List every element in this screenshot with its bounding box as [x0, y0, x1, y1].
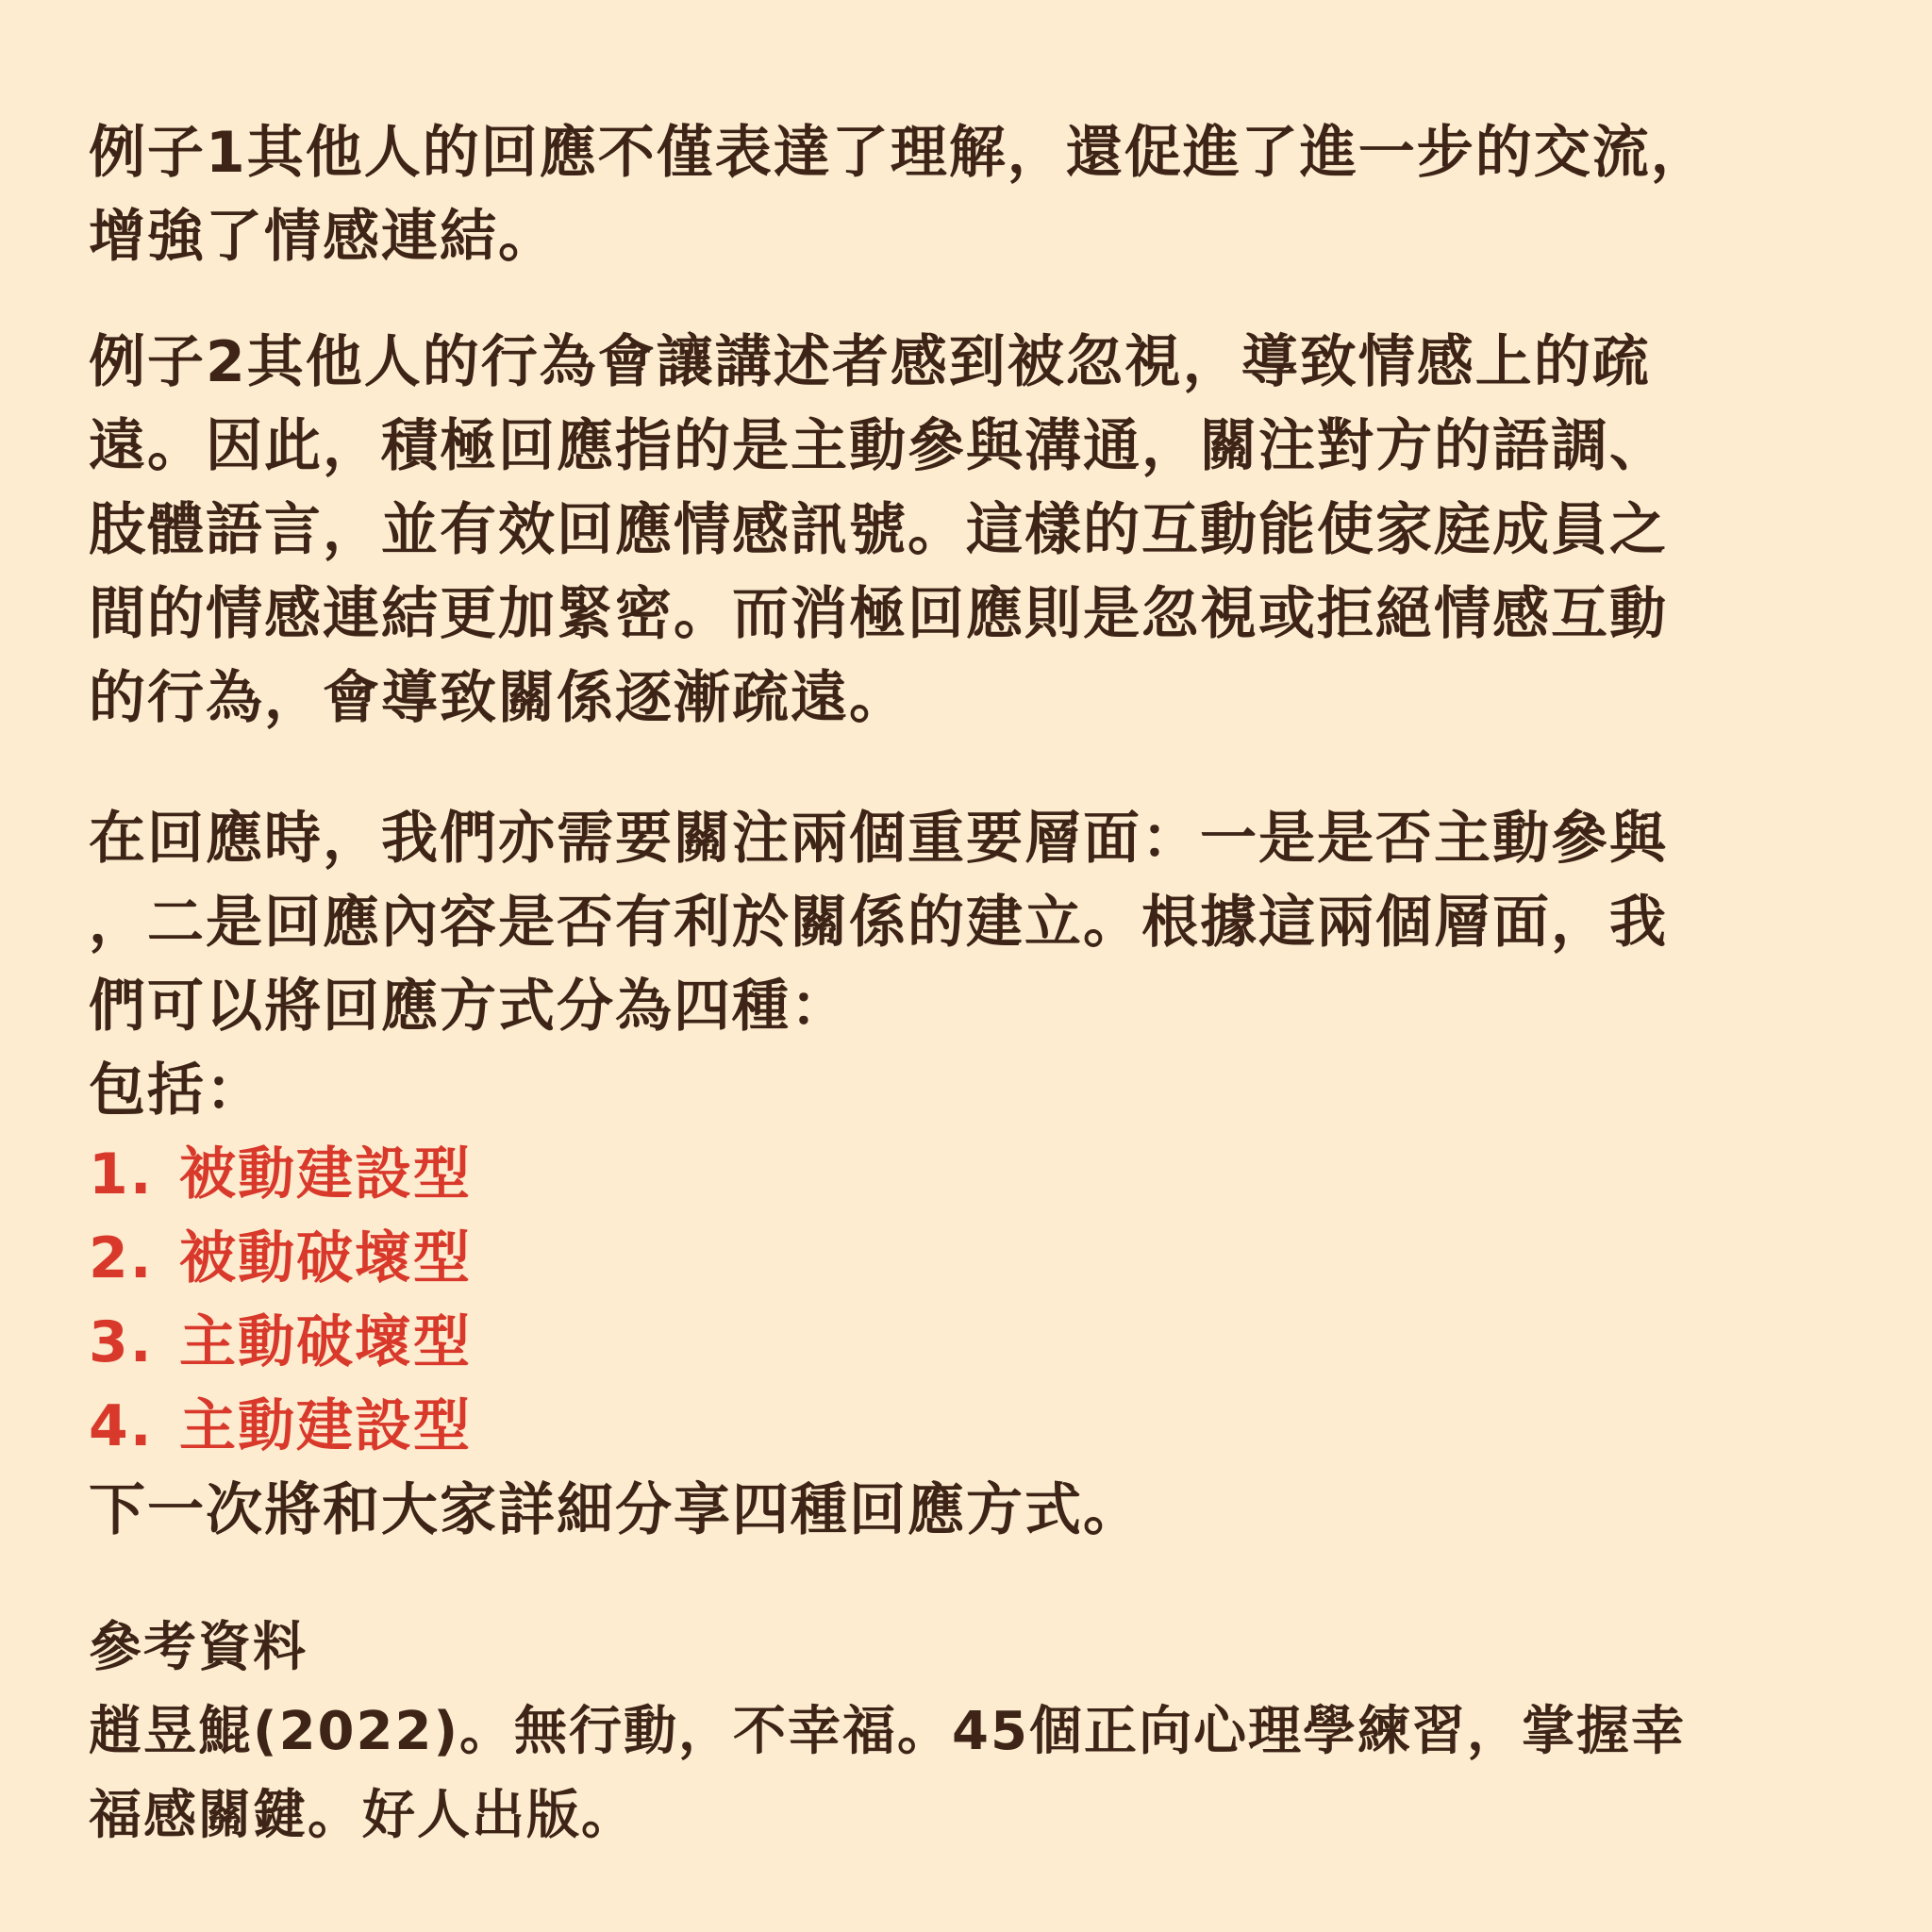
example-2-line-1: 例子2其他人的行為會讓講述者感到被忽視，導致情感上的疏: [89, 329, 1651, 395]
aspects-paragraph: [89, 797, 1875, 1133]
reference-line-1: 趙昱鯤(2022)。無行動，不幸福。45個正向心理學練習，掌握幸: [89, 1701, 1686, 1762]
references-heading: 參考資料: [89, 1617, 308, 1678]
list-item-label: 主動破壞型: [179, 1309, 472, 1375]
list-item: [89, 1133, 1875, 1217]
references-section: [89, 1606, 1875, 1857]
example-2-paragraph: [89, 321, 1875, 741]
list-item: [89, 1385, 1875, 1469]
example-2-line-2: 遠。因此，積極回應指的是主動參與溝通，關注對方的語調、: [89, 413, 1668, 479]
closing-line: 下一次將和大家詳細分享四種回應方式。: [89, 1477, 1141, 1543]
list-item-number: 4.: [89, 1393, 154, 1459]
aspects-line-4: 包括：: [89, 1058, 264, 1124]
example-2-line-5: 的行為，會導致關係逐漸疏遠。: [89, 665, 908, 731]
example-2-line-3: 肢體語言，並有效回應情感訊號。這樣的互動能使家庭成員之: [89, 497, 1668, 563]
list-item: [89, 1301, 1875, 1385]
list-item: [89, 1217, 1875, 1301]
list-item-label: 被動破壞型: [179, 1225, 472, 1291]
aspects-line-1: 在回應時，我們亦需要關注兩個重要層面：一是是否主動參與: [89, 806, 1668, 872]
list-item-label: 主動建設型: [179, 1393, 472, 1459]
example-1-line-1: 例子1其他人的回應不僅表達了理解，還促進了進一步的交流，: [89, 120, 1709, 186]
example-1-line-2: 增強了情感連結。: [89, 204, 557, 270]
reference-line-2: 福感關鍵。好人出版。: [89, 1785, 636, 1846]
aspects-line-2: ，二是回應內容是否有利於關係的建立。根據這兩個層面，我: [89, 890, 1668, 956]
list-item-label: 被動建設型: [179, 1141, 472, 1208]
closing-paragraph: [89, 1469, 1875, 1553]
example-1-paragraph: [89, 111, 1875, 279]
response-types-list: [89, 1133, 1875, 1469]
aspects-line-3: 們可以將回應方式分為四種：: [89, 974, 849, 1040]
example-2-line-4: 間的情感連結更加緊密。而消極回應則是忽視或拒絕情感互動: [89, 581, 1668, 647]
list-item-number: 2.: [89, 1225, 154, 1291]
list-item-number: 3.: [89, 1309, 154, 1375]
list-item-number: 1.: [89, 1141, 154, 1208]
